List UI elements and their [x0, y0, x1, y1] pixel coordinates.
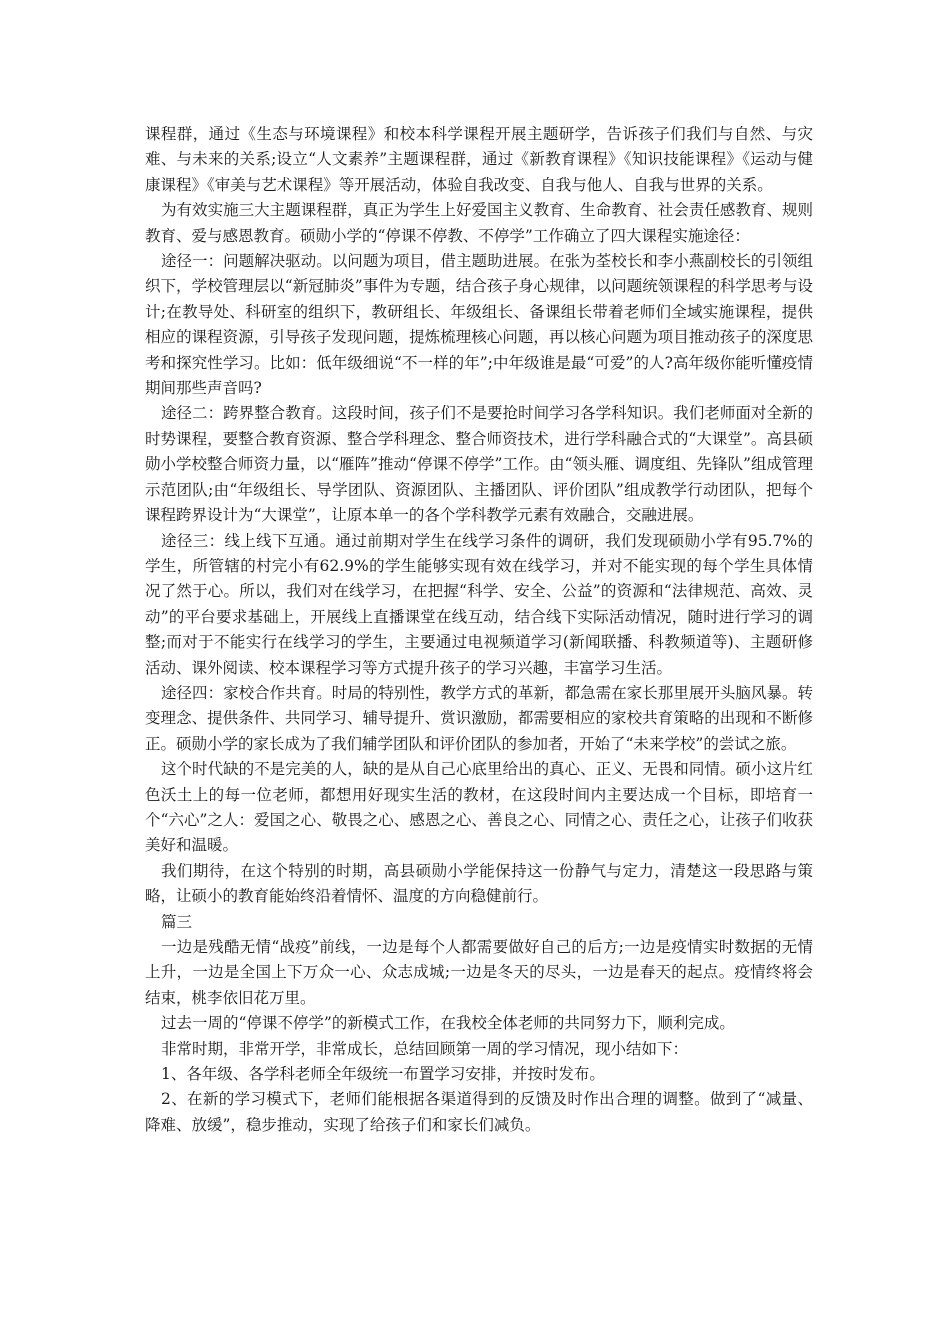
paragraph-path-two: 途径二：跨界整合教育。这段时间，孩子们不是要抢时间学习各学科知识。我们老师面对全新的时势课程，要整合教育资源、整合学科理念、整合师资技术，进行学科融合式的“大课堂”。高县硕勋小学校整合师资力量，以“雁阵”推动“停课不停学”工作。由“领头雁、调度组、先锋队”组成管理示范团队;由“年级组长、导学团队、资源团队、主播团队、评价团队”组成教学行动团队，把每个课程跨界设计为“大课堂”，让原本单一的各个学科教学元素有效融合，交融进展。	[145, 404, 813, 525]
paragraph-past-week: 过去一周的“停课不停学”的新模式工作，在我校全体老师的共同努力下，顺利完成。	[161, 1014, 735, 1033]
paragraph-summary-intro: 非常时期，非常开学，非常成长，总结回顾第一周的学习情况，现小结如下：	[161, 1039, 689, 1058]
paragraph-expectation: 我们期待，在这个特别的时期，高县硕勋小学能保持这一份静气与定力，清楚这一段思路与策略，让硕小的教育能始终沿着情怀、温度的方向稳健前行。	[145, 861, 813, 906]
list-item-1: 1、各年级、各学科老师全年级统一布置学习安排，并按时发布。	[161, 1065, 605, 1084]
list-item-2: 2、在新的学习模式下，老师们能根据各渠道得到的反馈及时作出合理的调整。做到了“减量、降难、放缓”，稳步推动，实现了给孩子们和家长们减负。	[145, 1090, 813, 1134]
paragraph-era: 这个时代缺的不是完美的人，缺的是从自己心底里给出的真心、正义、无畏和同情。硕小这片红色沃土上的每一位老师，都想用好现实生活的教材，在这段时间内主要达成一个目标，即培育一个“六心”之人：爱国之心、敬畏之心、感恩之心、善良之心、同情之心、责任之心，让孩子们收获美好和温暖。	[145, 760, 813, 855]
document-body	[145, 122, 813, 1138]
paragraph-frontline: 一边是残酷无情“战疫”前线，一边是每个人都需要做好自己的后方;一边是疫情实时数据的无情上升，一边是全国上下万众一心、众志成城;一边是冬天的尽头，一边是春天的起点。疫情终将会结束，桃李依旧花万里。	[145, 938, 813, 1007]
section-heading: 篇三	[161, 912, 193, 931]
paragraph-path-four: 途径四：家校合作共育。时局的特别性，教学方式的革新，都急需在家长那里展开头脑风暴。转变理念、提供条件、共同学习、辅导提升、赏识激励，都需要相应的家校共育策略的出现和不断修正。硕勋小学的家长成为了我们辅学团队和评价团队的参加者，开始了“未来学校”的尝试之旅。	[145, 683, 813, 753]
paragraph-path-three: 途径三：线上线下互通。通过前期对学生在线学习条件的调研，我们发现硕勋小学有95.7%的学生，所管辖的村完小有62.9%的学生能够实现有效在线学习，并对不能实现的每个学生具体情况了然于心。所以，我们对在线学习，在把握“科学、安全、公益”的资源和“法律规范、高效、灵动”的平台要求基础上，开展线上直播课堂在线互动，结合线下实际活动情况，随时进行学习的调整;而对于不能实行在线学习的学生，主要通过电视频道学习(新闻联播、科教频道等)、主题研修活动、课外阅读、校本课程学习等方式提升孩子的学习兴趣，丰富学习生活。	[145, 531, 813, 677]
paragraph-course-groups: 课程群，通过《生态与环境课程》和校本科学课程开展主题研学，告诉孩子们我们与自然、与灾难、与未来的关系;设立“人文素养”主题课程群，通过《新教育课程》《知识技能课程》《运动与健康课程》《审美与艺术课程》等开展活动，体验自我改变、自我与他人、自我与世界的关系。	[145, 125, 813, 194]
paragraph-implementation-paths: 为有效实施三大主题课程群，真正为学生上好爱国主义教育、生命教育、社会责任感教育、规则教育、爱与感恩教育。硕勋小学的“停课不停教、不停学”工作确立了四大课程实施途径：	[145, 201, 813, 245]
paragraph-path-one: 途径一：问题解决驱动。以问题为项目，借主题助进展。在张为荃校长和李小燕副校长的引领组织下，学校管理层以“新冠肺炎”事件为专题，结合孩子身心规律，以问题统领课程的科学思考与设计;在教导处、科研室的组织下，教研组长、年级组长、备课组长带着老师们全域实施课程，提供相应的课程资源，引导孩子发现问题，提炼梳理核心问题，再以核心问题为项目推动孩子的深度思考和探究性学习。比如：低年级细说“不一样的年”;中年级谁是最“可爱”的人?高年级你能听懂疫情期间那些声音吗?	[145, 252, 813, 398]
